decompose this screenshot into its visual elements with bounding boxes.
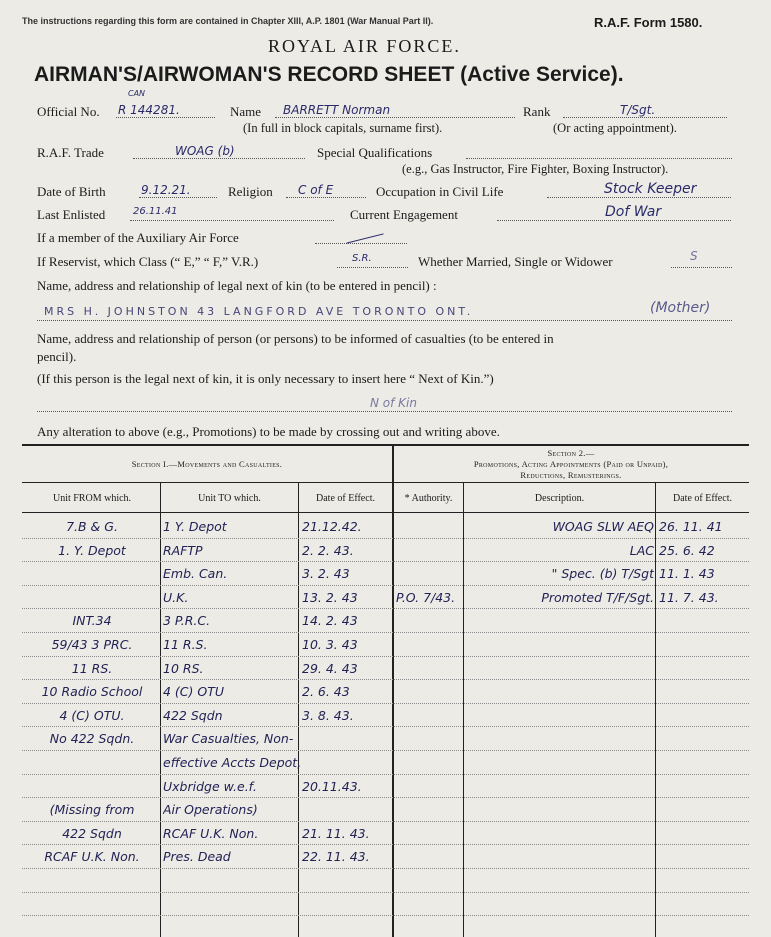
movement-date: 20.11.43. [302, 778, 362, 794]
enlisted-value: 26.11.41 [133, 206, 178, 217]
row-guide [22, 538, 749, 539]
movement-to: U.K. [163, 589, 189, 605]
row-guide [22, 656, 749, 657]
promotion-description: WOAG SLW AEQ [552, 519, 654, 534]
nok-label: Name, address and relationship of legal next of kin (to be entered in pencil) : [37, 278, 437, 293]
official-no-prefix: CAN [128, 89, 146, 98]
auxiliary-label: If a member of the Auxiliary Air Force [37, 230, 239, 245]
casualty-value: N of Kin [370, 396, 417, 410]
col-unit-to: Unit TO which. [198, 493, 261, 504]
table-section-rule [22, 482, 749, 483]
movement-to: effective Accts Depot, [163, 755, 302, 770]
row-guide [22, 892, 749, 893]
promotion-description: Promoted T/F/Sgt. [541, 589, 654, 605]
col-unit-from: Unit FROM which. [52, 493, 132, 504]
row-guide [22, 821, 749, 822]
movement-date: 2. 6. 43 [302, 684, 350, 700]
engagement-value: Dof War [605, 204, 662, 220]
row-guide [22, 608, 749, 609]
promotion-description: " Spec. (b) T/Sgt [551, 566, 654, 582]
movement-date: 14. 2. 43 [302, 613, 358, 629]
movement-date: 10. 3. 43 [302, 637, 358, 652]
engagement-label: Current Engagement [350, 207, 458, 222]
section-divider [392, 446, 394, 937]
col-date-section1: Date of Effect. [316, 493, 375, 504]
movement-from: RCAF U.K. Non. [44, 849, 140, 865]
movement-to: RCAF U.K. Non. [163, 825, 259, 841]
movement-date: 29. 4. 43 [302, 660, 358, 676]
married-label: Whether Married, Single or Widower [418, 254, 613, 269]
rank-value: T/Sgt. [620, 103, 656, 117]
row-guide [22, 868, 749, 869]
religion-value: C of E [298, 183, 334, 197]
movement-to: 4 (C) OTU [163, 684, 225, 700]
promotion-description: LAC [629, 542, 654, 558]
promotion-date: 11. 7. 43. [659, 589, 719, 605]
form-number: R.A.F. Form 1580. [594, 15, 703, 30]
instructions-note: The instructions regarding this form are contained in Chapter XIII, A.P. 1801 (War Manual Part II). [22, 16, 434, 26]
religion-label: Religion [228, 184, 273, 199]
movement-date: 21.12.42. [302, 519, 362, 534]
dob-value: 9.12.21. [141, 183, 191, 197]
movement-to: Emb. Can. [163, 566, 228, 582]
movement-to: 1 Y. Depot [163, 519, 227, 534]
promotion-date: 26. 11. 41 [659, 519, 723, 534]
row-guide [22, 585, 749, 586]
row-guide [22, 774, 749, 775]
col-authority: * Authority. [404, 493, 453, 504]
trade-label: R.A.F. Trade [37, 145, 104, 160]
casualty-note: (If this person is the legal next of kin, it is only necessary to insert here “ Next of Kin.”) [37, 371, 494, 386]
row-guide [22, 679, 749, 680]
rank-label: Rank [523, 104, 551, 119]
casualty-label-line1: Name, address and relationship of person (or persons) to be informed of casualties (to be entered in [37, 331, 554, 346]
promotion-date: 11. 1. 43 [659, 566, 715, 582]
movement-from: 10 Radio School [41, 684, 143, 700]
nok-relation: (Mother) [650, 300, 711, 316]
movement-from: 422 Sqdn [62, 825, 122, 841]
row-guide [22, 561, 749, 562]
section2-title-3: Reductions, Remusterings. [520, 470, 622, 480]
movement-to: 10 RS. [163, 660, 204, 676]
movement-from: 1. Y. Depot [58, 542, 126, 558]
section2-title-2: Promotions, Acting Appointments (Paid or Unpaid), [473, 459, 669, 469]
married-value: S [690, 249, 698, 263]
occupation-label: Occupation in Civil Life [376, 184, 504, 199]
name-label: Name [230, 104, 262, 119]
name-value: BARRETT Norman [283, 103, 391, 117]
row-guide [22, 915, 749, 916]
alteration-note: Any alteration to above (e.g., Promotions) to be made by crossing out and writing above. [37, 424, 500, 439]
enlisted-label: Last Enlisted [37, 207, 106, 222]
col-date-section2: Date of Effect. [673, 493, 732, 504]
promotion-authority: P.O. 7/43. [396, 589, 456, 605]
official-no-label: Official No. [37, 104, 100, 119]
movement-to: RAFTP [163, 542, 203, 558]
movement-from: 11 RS. [71, 660, 113, 676]
movement-date: 22. 11. 43. [302, 849, 370, 865]
promotion-date: 25. 6. 42 [659, 542, 715, 558]
row-guide [22, 797, 749, 798]
section2-title-1: Section 2.— [547, 448, 595, 458]
trade-value: WOAG (b) [175, 144, 235, 158]
movement-to: Air Operations) [163, 802, 258, 818]
occupation-value: Stock Keeper [604, 181, 697, 197]
special-qualifications-label: Special Qualifications [317, 145, 433, 160]
movement-date: 2. 2. 43. [302, 542, 354, 558]
row-guide [22, 750, 749, 751]
table-top-rule [22, 444, 749, 446]
movement-to: Uxbridge w.e.f. [163, 778, 257, 794]
reservist-label: If Reservist, which Class (“ E,” “ F,” V.R.) [37, 254, 259, 269]
rank-hint: (Or acting appointment). [553, 121, 677, 135]
movement-to: War Casualties, Non- [163, 731, 294, 747]
movement-to: 422 Sqdn [163, 707, 223, 723]
movement-from: 59/43 3 PRC. [51, 637, 133, 652]
service-heading: ROYAL AIR FORCE. [268, 36, 461, 56]
reservist-value: S.R. [352, 253, 372, 264]
dob-label: Date of Birth [37, 184, 106, 199]
movement-date: 3. 8. 43. [302, 707, 354, 723]
movement-from: INT.34 [72, 613, 112, 629]
movement-date: 3. 2. 43 [302, 566, 350, 582]
movement-date: 21. 11. 43. [302, 825, 370, 841]
nok-value: MRS H. JOHNSTON 43 LANGFORD AVE TORONTO ONT. [44, 305, 474, 318]
row-guide [22, 703, 749, 704]
document-title: AIRMAN'S/AIRWOMAN'S RECORD SHEET (Active Service). [34, 63, 624, 86]
casualty-label-line2: pencil). [37, 349, 77, 364]
movement-to: Pres. Dead [163, 849, 231, 865]
row-guide [22, 844, 749, 845]
section1-title: Section I.—Movements and Casualties. [131, 459, 283, 469]
col-description: Description. [534, 493, 585, 504]
table-header-rule [22, 512, 749, 513]
name-hint: (In full in block capitals, surname first). [243, 121, 443, 135]
movement-to: 11 R.S. [163, 637, 208, 652]
row-guide [22, 726, 749, 727]
row-guide [22, 632, 749, 633]
movement-from: 4 (C) OTU. [59, 707, 125, 723]
movement-to: 3 P.R.C. [163, 613, 211, 629]
movement-from: 7.B & G. [66, 519, 118, 534]
special-qualifications-hint: (e.g., Gas Instructor, Fire Fighter, Boxing Instructor). [402, 162, 669, 176]
movement-from: (Missing from [49, 802, 135, 818]
movement-date: 13. 2. 43 [302, 589, 358, 605]
official-no-value: R 144281. [118, 103, 180, 117]
movement-from: No 422 Sqdn. [49, 731, 135, 747]
